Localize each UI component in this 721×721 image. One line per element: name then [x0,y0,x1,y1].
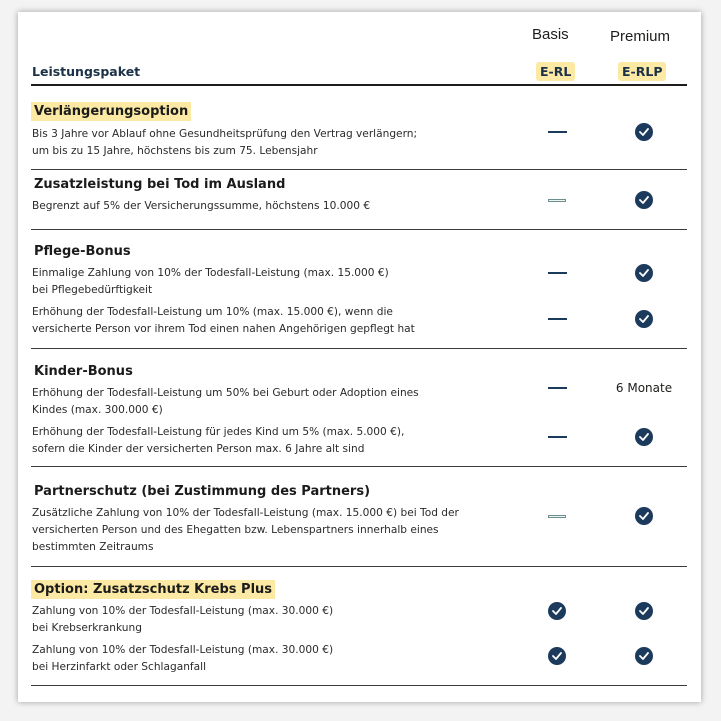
feature-description [32,198,370,215]
checkmark-glyph [639,315,649,323]
premium-cell [614,506,674,526]
basis-cell [527,646,587,666]
divider [31,348,687,349]
divider [31,685,687,686]
premium-cell [614,190,674,210]
feature-description [32,505,459,556]
basis-cell [527,378,587,398]
description-line: Einmalige Zahlung von 10% der Todesfall-Leistung (max. 15.000 €) [32,267,389,279]
premium-cell [614,601,674,621]
section-title: Kinder-Bonus [34,364,133,379]
partial-dash-icon [548,515,566,518]
premium-cell [614,309,674,329]
checkmark-glyph [639,196,649,204]
section-title: Option: Zusatzschutz Krebs Plus [31,580,275,599]
description-line: Erhöhung der Todesfall-Leistung um 50% bei Geburt oder Adoption eines [32,387,419,399]
description-line: versicherten Person und des Ehegatten bzw. Lebenspartners innerhalb eines [32,524,439,536]
check-icon [635,647,653,665]
description-line: Zahlung von 10% der Todesfall-Leistung (max. 30.000 €) [32,605,334,617]
plan-name-basis: Basis [532,26,569,43]
partial-dash-icon [548,199,566,202]
column-label-leistungspaket: Leistungspaket [32,64,141,79]
divider [31,566,687,567]
section-title: Pflege-Bonus [34,244,131,259]
section-title: Partnerschutz (bei Zustimmung des Partners) [34,484,371,499]
plan-code-basis: E-RL [536,62,575,81]
divider [31,84,687,86]
check-icon [548,647,566,665]
description-line: bei Pflegebedürftigkeit [32,284,153,296]
description-line: Begrenzt auf 5% der Versicherungssumme, höchstens 10.000 € [32,200,371,212]
premium-cell [614,427,674,447]
comparison-table [18,12,701,702]
plan-code-premium: E-RLP [618,62,666,81]
description-line: bei Krebserkrankung [32,622,142,634]
check-icon [635,264,653,282]
basis-cell [527,601,587,621]
check-icon [635,310,653,328]
description-line: bestimmten Zeitraums [32,541,154,553]
feature-description [32,385,419,419]
description-line: Kindes (max. 300.000 €) [32,404,163,416]
basis-cell [527,427,587,447]
description-line: Zahlung von 10% der Todesfall-Leistung (max. 30.000 €) [32,644,334,656]
description-line: Zusätzliche Zahlung von 10% der Todesfall-Leistung (max. 15.000 €) bei Tod der [32,507,459,519]
section-title: Verlängerungsoption [31,102,191,121]
premium-cell [614,122,674,142]
description-line: versicherte Person vor ihrem Tod einen nahen Angehörigen gepflegt hat [32,323,415,335]
dash-icon [548,387,567,389]
basis-cell [527,190,587,210]
checkmark-glyph [639,433,649,441]
premium-value-text: 6 Monate [615,381,673,395]
check-icon [635,191,653,209]
feature-description [32,424,404,458]
feature-description [32,126,417,160]
checkmark-glyph [552,652,562,660]
description-line: Erhöhung der Todesfall-Leistung für jedes Kind um 5% (max. 5.000 €), [32,426,405,438]
divider [31,169,687,170]
basis-cell [527,122,587,142]
checkmark-glyph [552,607,562,615]
check-icon [635,428,653,446]
dash-icon [548,436,567,438]
feature-description [32,265,389,299]
description-line: um bis zu 15 Jahre, höchstens bis zum 75. Lebensjahr [32,145,318,157]
description-line: bei Herzinfarkt oder Schlaganfall [32,661,207,673]
checkmark-glyph [639,652,649,660]
basis-cell [527,309,587,329]
description-line: Erhöhung der Todesfall-Leistung um 10% (max. 15.000 €), wenn die [32,306,393,318]
premium-cell [614,646,674,666]
dash-icon [548,318,567,320]
check-icon [635,507,653,525]
check-icon [635,602,653,620]
description-line: sofern die Kinder der versicherten Person max. 6 Jahre alt sind [32,443,365,455]
section-title: Zusatzleistung bei Tod im Ausland [34,177,286,192]
basis-cell [527,506,587,526]
feature-description [32,642,333,676]
check-icon [635,123,653,141]
checkmark-glyph [639,512,649,520]
divider [31,229,687,230]
description-line: Bis 3 Jahre vor Ablauf ohne Gesundheitsprüfung den Vertrag verlängern; [32,128,418,140]
divider [31,466,687,467]
premium-cell [614,378,674,398]
checkmark-glyph [639,269,649,277]
basis-cell [527,263,587,283]
dash-icon [548,272,567,274]
premium-cell [614,263,674,283]
check-icon [548,602,566,620]
dash-icon [548,131,567,133]
feature-description [32,304,415,338]
feature-description [32,603,333,637]
table-header [18,12,701,88]
plan-name-premium: Premium [610,28,671,45]
checkmark-glyph [639,128,649,136]
checkmark-glyph [639,607,649,615]
